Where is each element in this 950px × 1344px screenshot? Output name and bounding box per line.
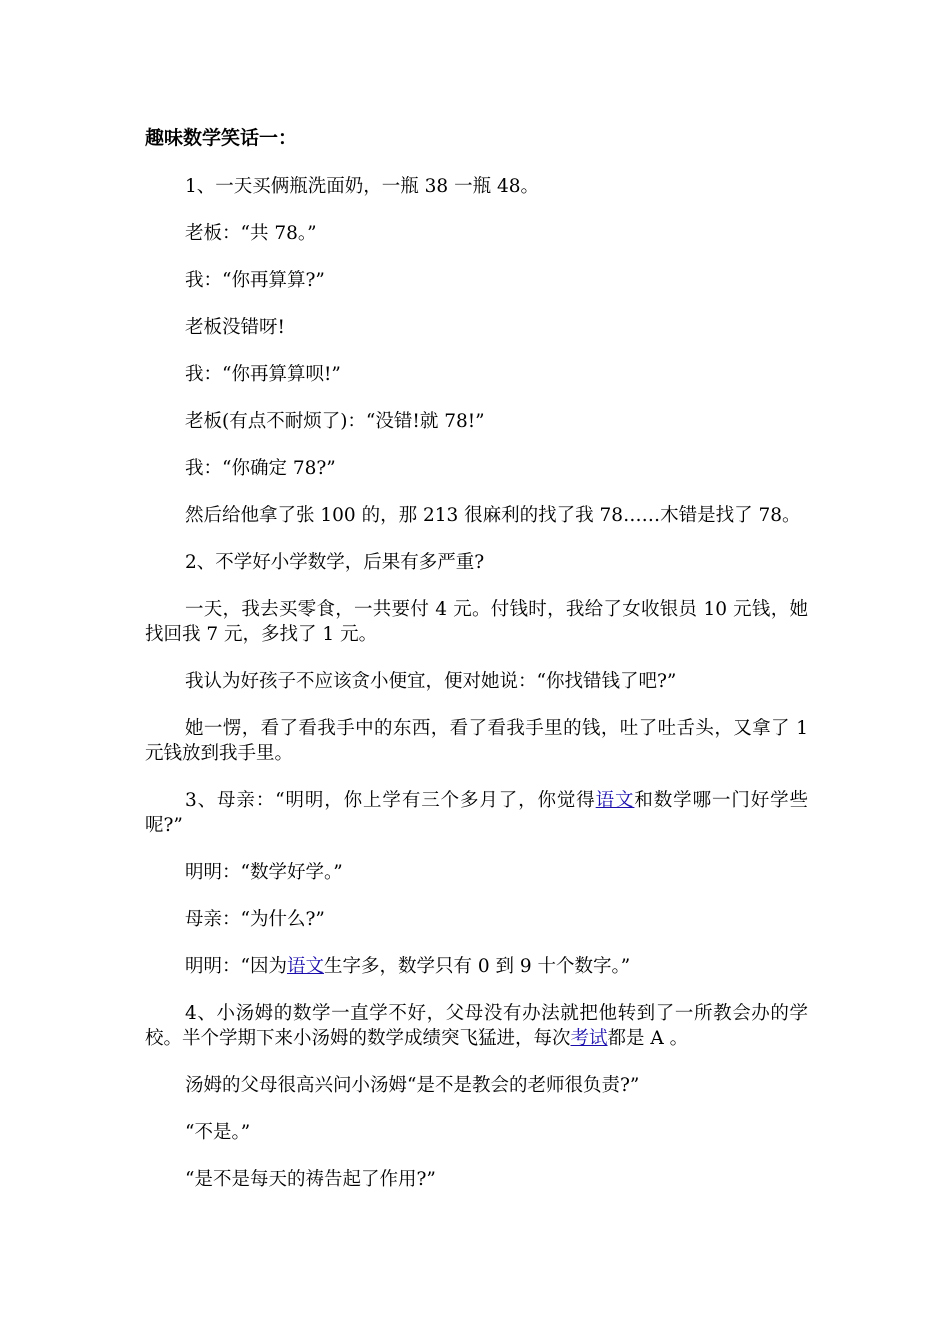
paragraph-text: 1、一天买俩瓶洗面奶，一瓶 38 一瓶 48。 [185,176,539,197]
paragraph-text: 明明：“因为 [185,956,287,977]
paragraph [145,1167,808,1192]
paragraph [145,456,808,481]
paragraph [145,221,808,246]
document-title: 趣味数学笑话一： [145,127,298,149]
paragraph [145,362,808,387]
paragraph-text: 我认为好孩子不应该贪小便宜，便对她说：“你找错钱了吧?” [185,671,677,692]
paragraph-text: 4、小汤姆的数学一直学不好，父母没有办法就把他转到了一所教会办的学校。半个学期下来小汤姆的数学成绩突飞猛进，每次 [145,1003,808,1049]
paragraph-text: 和数学哪一门好学些呢?” [145,790,808,836]
inline-link[interactable]: 语文 [286,956,324,977]
paragraph [145,174,808,199]
paragraph [145,788,808,838]
paragraph-text: 一天，我去买零食，一共要付 4 元。付钱时，我给了女收银员 10 元钱，她找回我 7 元，多找了 1 元。 [145,599,808,645]
paragraph-text: 我：“你确定 78?” [185,458,336,479]
paragraph-text: 老板：“共 78。” [185,223,317,244]
paragraph-text: 母亲：“为什么?” [185,909,325,930]
paragraph-text: 生字多，数学只有 0 到 9 十个数字。” [323,956,631,977]
paragraph [145,597,808,647]
paragraph-text: 老板没错呀! [185,317,285,338]
paragraph-list [145,174,808,1192]
paragraph-text: 然后给他拿了张 100 的，那 213 很麻利的找了我 78……木错是找了 78。 [185,505,801,526]
paragraph [145,550,808,575]
paragraph [145,669,808,694]
paragraph-text: “是不是每天的祷告起了作用?” [185,1169,436,1190]
paragraph [145,268,808,293]
paragraph-text: 2、不学好小学数学，后果有多严重? [185,552,485,573]
paragraph-text: 都是 A 。 [607,1028,689,1049]
paragraph [145,503,808,528]
paragraph-text: 3、母亲：“明明，你上学有三个多月了，你觉得 [185,790,596,811]
paragraph-text: 老板(有点不耐烦了)：“没错!就 78!” [185,411,485,432]
paragraph [145,860,808,885]
paragraph [145,409,808,434]
paragraph [145,315,808,340]
paragraph-text: 她一愣，看了看我手中的东西，看了看我手里的钱，吐了吐舌头，又拿了 1 元钱放到我手里。 [145,718,808,764]
document-body [145,126,808,1214]
paragraph [145,1120,808,1145]
paragraph [145,907,808,932]
paragraph-text: 我：“你再算算呗!” [185,364,341,385]
paragraph [145,954,808,979]
paragraph [145,1001,808,1051]
paragraph-text: 汤姆的父母很高兴问小汤姆“是不是教会的老师很负责?” [185,1075,640,1096]
paragraph-text: “不是。” [185,1122,251,1143]
paragraph-text: 我：“你再算算?” [185,270,325,291]
paragraph-text: 明明：“数学好学。” [185,862,343,883]
inline-link[interactable]: 语文 [595,790,635,811]
paragraph [145,1073,808,1098]
paragraph [145,716,808,766]
inline-link[interactable]: 考试 [570,1028,608,1049]
